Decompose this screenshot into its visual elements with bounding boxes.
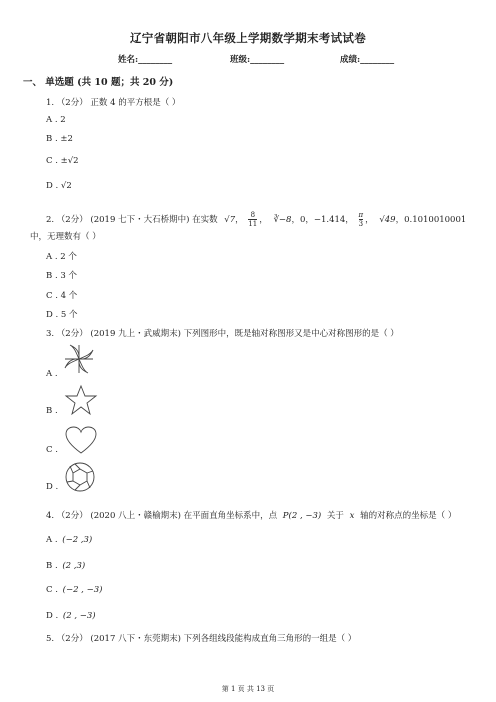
q2-sep: ， bbox=[235, 215, 244, 225]
q4-point-p: P(2 , −3) bbox=[282, 511, 322, 521]
q3-figure-b-star bbox=[64, 384, 98, 416]
q4-stem-lead: 4. （2分） (2020 八上・赣榆期末) 在平面直角坐标系中，点 bbox=[46, 511, 278, 521]
q3-option-d: D . bbox=[46, 482, 59, 492]
q2-sqrt49: √49 bbox=[379, 215, 396, 225]
question-2-stem bbox=[46, 211, 466, 228]
q1-option-c: C . ±√2 bbox=[46, 156, 79, 166]
q3-option-c: C . bbox=[46, 445, 58, 455]
q2-frac-num: 8 bbox=[248, 211, 257, 220]
q2-stem-lead: 2. （2分） (2019 七下・大石桥期中) 在实数 bbox=[46, 215, 218, 225]
q2-option-b: B . 3 个 bbox=[46, 271, 77, 281]
question-5-stem: 5. （2分） (2017 八下・东莞期末) 下列各组线段能构成直角三角形的一组是（ ） bbox=[46, 634, 357, 644]
score-field-label: 成绩:________ bbox=[340, 55, 395, 65]
q3-figure-c-heart bbox=[64, 425, 98, 455]
q2-cbrt-neg8: ∛−8 bbox=[273, 215, 292, 225]
question-3-stem: 3. （2分） (2019 九上・武威期末) 下列图形中，既是轴对称图形又是中心对称图形的是（ ） bbox=[46, 329, 399, 339]
q2-sep-3: ， bbox=[365, 215, 374, 225]
q1-option-b: B . ±2 bbox=[46, 134, 73, 144]
q2-option-d: D . 5 个 bbox=[46, 310, 78, 320]
q4-option-b-value: (2 ,3) bbox=[62, 561, 86, 571]
q2-sep-2: ， bbox=[259, 215, 268, 225]
q4-stem-tail: 轴的对称点的坐标是（ ） bbox=[360, 511, 457, 521]
q4-option-d-label: D . bbox=[46, 611, 59, 621]
page-footer: 第 1 页 共 13 页 bbox=[221, 685, 275, 693]
q2-frac-3: 3 bbox=[358, 220, 364, 228]
q2-fraction-pi-3 bbox=[359, 211, 364, 228]
q2-mid-values: ，0，−1.414， bbox=[291, 215, 354, 225]
q4-option-b-label: B . bbox=[46, 561, 58, 571]
q4-option-a-label: A . bbox=[46, 535, 58, 545]
q4-option-c bbox=[46, 585, 102, 595]
q4-option-a bbox=[46, 535, 92, 545]
q4-axis-x: x bbox=[349, 511, 355, 521]
section-title: 一、 单选题 (共 10 题；共 20 分) bbox=[23, 77, 174, 88]
q4-option-c-value: (−2 , −3) bbox=[62, 585, 103, 595]
q3-figure-a-pinwheel bbox=[62, 342, 96, 376]
q2-sqrt7: √7 bbox=[224, 215, 236, 225]
class-field-label: 班级:________ bbox=[230, 55, 285, 65]
q4-stem-mid: 关于 bbox=[326, 511, 344, 521]
q4-option-d bbox=[46, 611, 96, 621]
q2-frac-pi: π bbox=[358, 211, 364, 219]
q3-figure-d-circle-hexagon bbox=[63, 460, 97, 494]
q3-option-b: B . bbox=[46, 406, 58, 416]
q4-option-b bbox=[46, 561, 85, 571]
q2-fraction-8-11 bbox=[248, 211, 257, 228]
question-2-stem-line2: 中，无理数有（ ） bbox=[30, 232, 101, 242]
q3-option-a: A . bbox=[46, 369, 58, 379]
q2-tail: ，0.1010010001 bbox=[395, 215, 467, 225]
question-4-stem bbox=[46, 509, 456, 521]
page-title: 辽宁省朝阳市八年级上学期数学期末考试试卷 bbox=[130, 31, 366, 45]
q4-option-a-value: (−2 ,3) bbox=[62, 535, 93, 545]
question-1-stem: 1. （2分） 正数 4 的平方根是（ ） bbox=[46, 98, 181, 108]
name-field-label: 姓名:________ bbox=[118, 55, 173, 65]
q2-option-a: A . 2 个 bbox=[46, 252, 77, 262]
q1-option-a: A . 2 bbox=[46, 115, 66, 125]
q2-option-c: C . 4 个 bbox=[46, 291, 78, 301]
q4-option-d-value: (2 , −3) bbox=[62, 611, 96, 621]
q4-option-c-label: C . bbox=[46, 585, 58, 595]
q2-frac-den: 11 bbox=[248, 220, 258, 228]
q1-option-d: D . √2 bbox=[46, 181, 72, 191]
